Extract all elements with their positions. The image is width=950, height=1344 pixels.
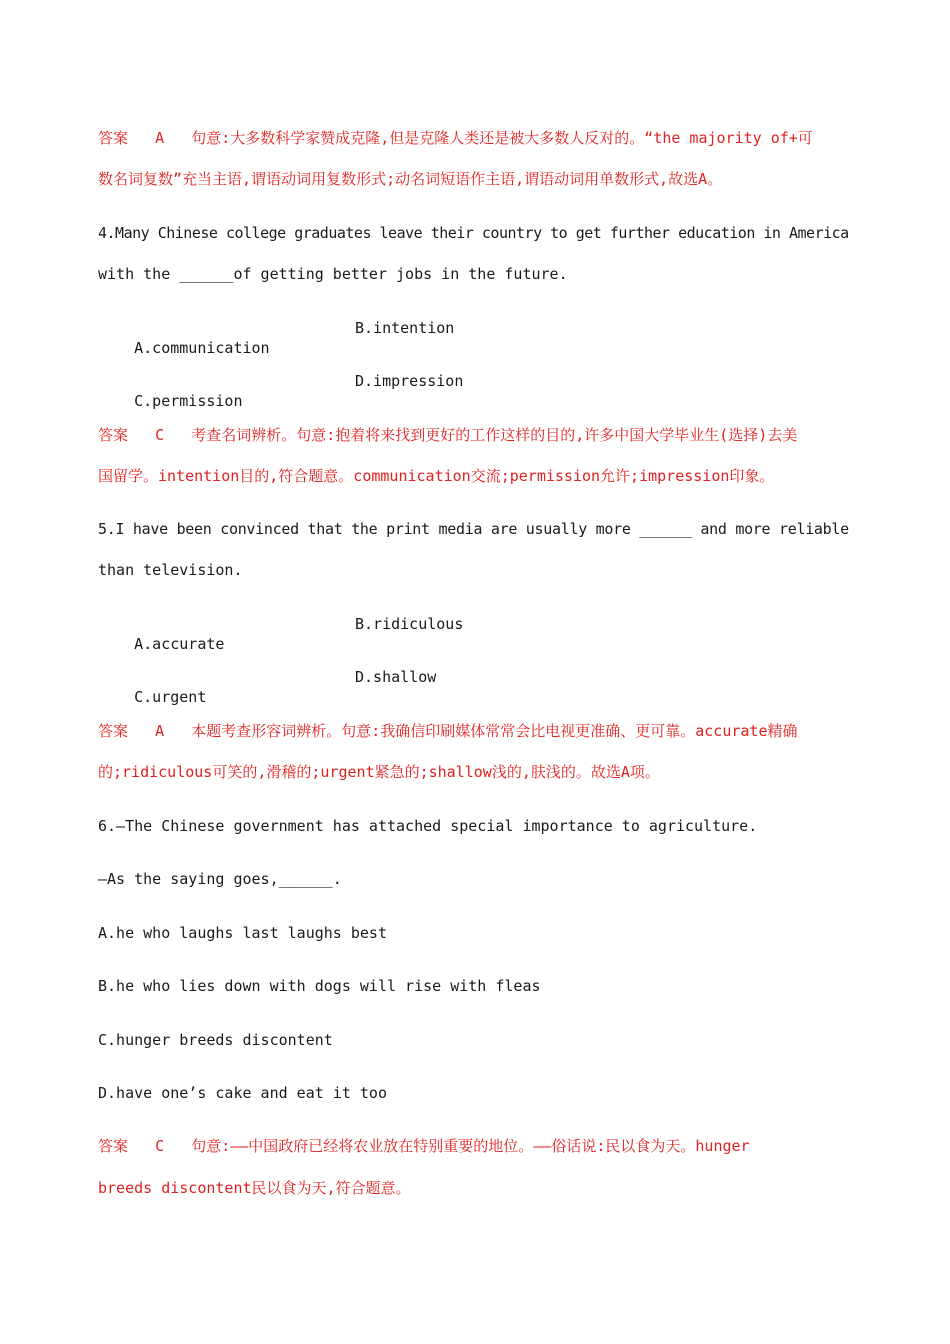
answer-q5-line2: 的;ridiculous可笑的,滑稽的;urgent紧急的;shallow浅的,肤浅的。故选A项。 — [98, 763, 660, 781]
question-5-option-b: B.ridiculous — [355, 615, 464, 633]
answer-q4-line1: 答案 C 考查名词辨析。句意:抱着将来找到更好的工作这样的目的,许多中国大学毕业生(选择)去美 — [98, 426, 798, 444]
question-6-option-c: C.hunger breeds discontent — [98, 1031, 333, 1049]
question-4-option-c: C.permission — [134, 392, 243, 410]
answer-q4-line2: 国留学。intention目的,符合题意。communication交流;permission允许;impression印象。 — [98, 467, 775, 485]
answer-q6-line1: 答案 C 句意:——中国政府已经将农业放在特别重要的地位。——俗话说:民以食为天。hunger — [98, 1137, 750, 1155]
answer-q5-line1: 答案 A 本题考查形容词辨析。句意:我确信印刷媒体常常会比电视更准确、更可靠。accurate精确 — [98, 722, 798, 740]
question-5-option-a: A.accurate — [134, 635, 225, 653]
question-4-line1: 4.Many Chinese college graduates leave their country to get further education in America — [98, 224, 849, 242]
question-6-option-d: D.have one’s cake and eat it too — [98, 1084, 387, 1102]
answer-q3-line1: 答案 A 句意:大多数科学家赞成克隆,但是克隆人类还是被大多数人反对的。“the majority of+可 — [98, 129, 813, 147]
question-4-option-a: A.communication — [134, 339, 270, 357]
answer-q6-line2: breeds discontent民以食为天,符合题意。 — [98, 1179, 411, 1197]
question-6-line1: 6.—The Chinese government has attached special importance to agriculture. — [98, 817, 758, 835]
question-5-option-d: D.shallow — [355, 668, 437, 686]
question-6-option-a: A.he who laughs last laughs best — [98, 924, 387, 942]
question-4-option-b: B.intention — [355, 319, 455, 337]
question-5-option-c: C.urgent — [134, 688, 207, 706]
question-4-line2: with the ______of getting better jobs in the future. — [98, 265, 568, 283]
question-6-line2: —As the saying goes,______. — [98, 870, 342, 888]
question-6-option-b: B.he who lies down with dogs will rise with fleas — [98, 977, 541, 995]
question-5-line1: 5.I have been convinced that the print media are usually more ______ and more reliable — [98, 520, 849, 538]
answer-q3-line2: 数名词复数”充当主语,谓语动词用复数形式;动名词短语作主语,谓语动词用单数形式,故选A。 — [98, 170, 723, 188]
question-5-line2: than television. — [98, 561, 243, 579]
question-4-option-d: D.impression — [355, 372, 464, 390]
